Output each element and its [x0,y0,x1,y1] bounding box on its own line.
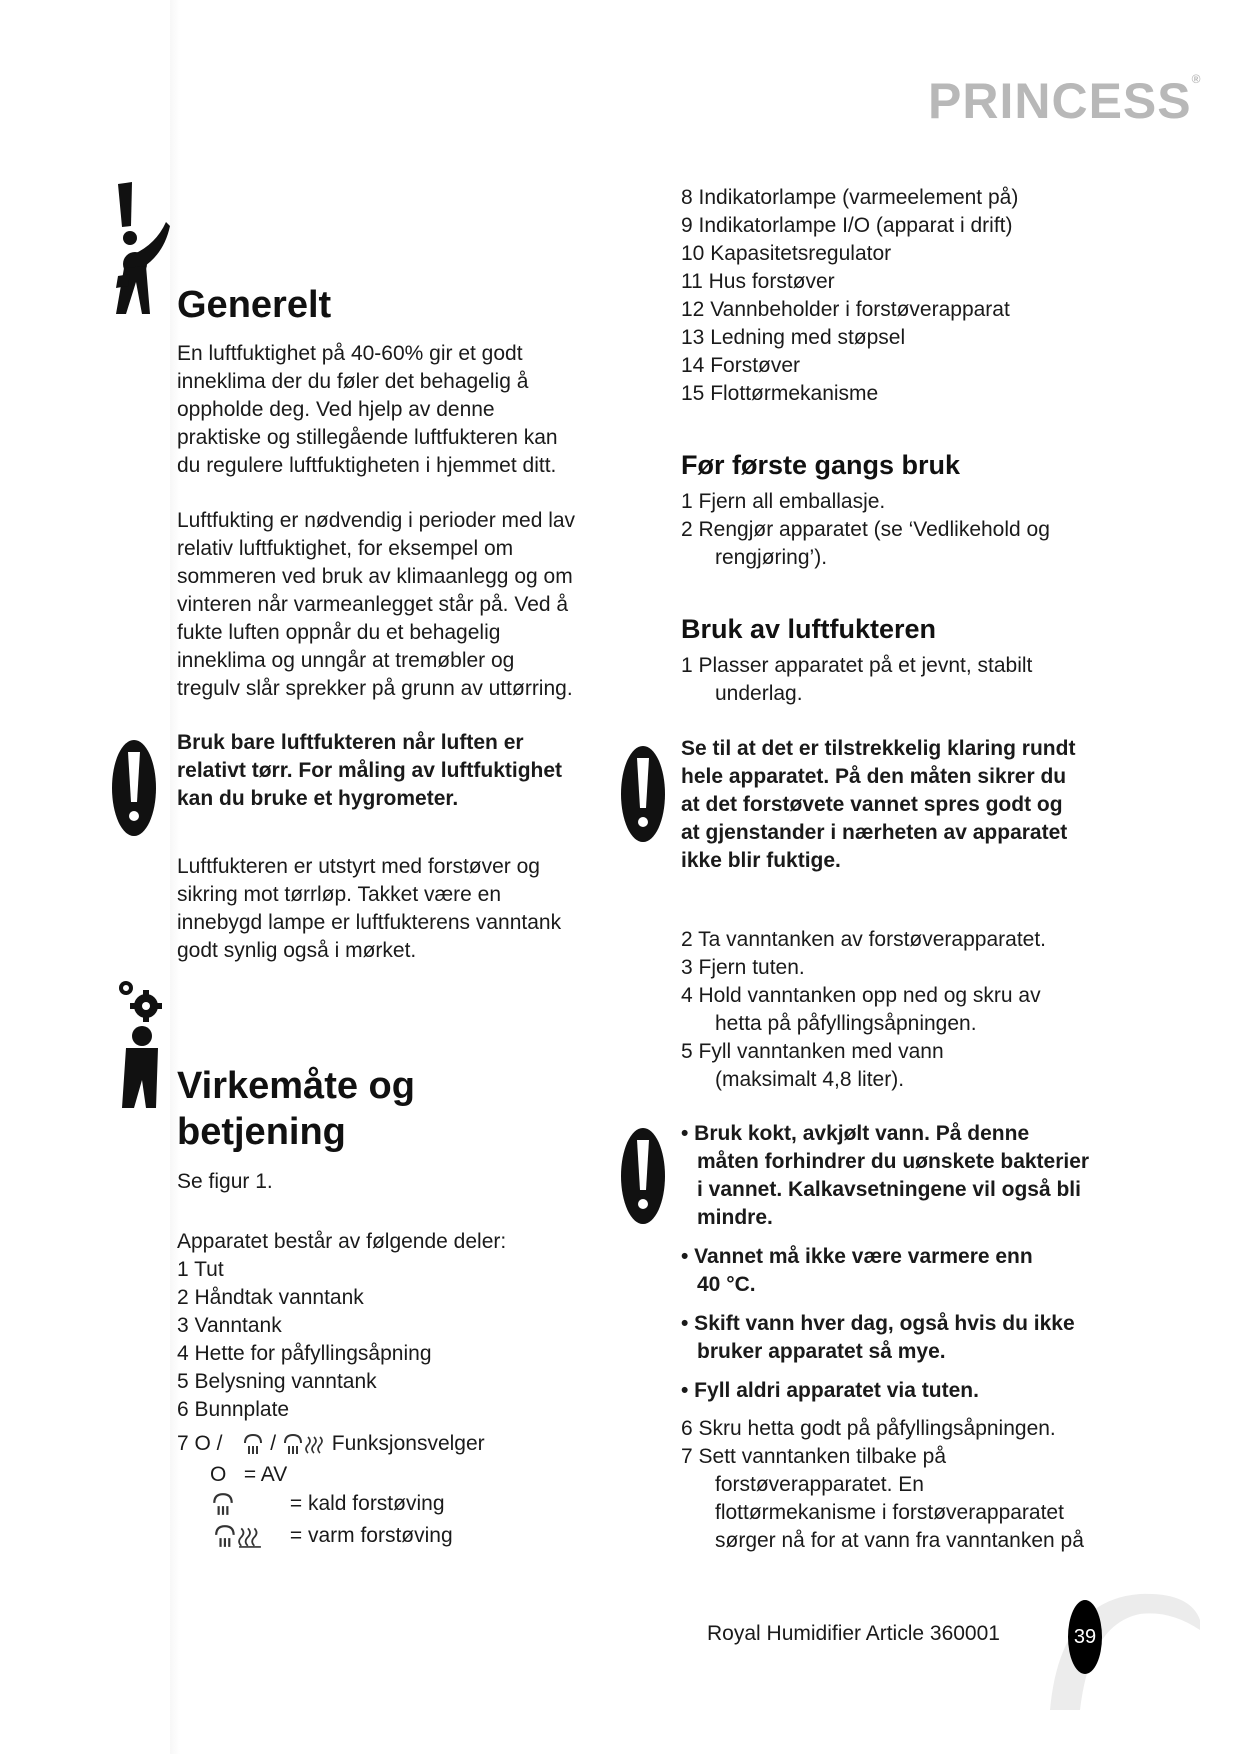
cold-mist-icon [210,1492,236,1516]
water-bullets: • Bruk kokt, avkjølt vann. På denne måten forhindrer du uønskete bakterier i vannet. Kalkavsetningene vil også bli mindre. • Vannet må ikke være varmere enn 40 °C. • Skift vann hver dag, også hvis du ikke bruker apparatet så mye. • Fyll aldri apparatet via tuten. [681,1122,1090,1402]
generelt-paragraph-3: Luftfukteren er utstyrt med forstøver og sikring mot tørrløp. Takket være en innebygd lampe er luftfukterens vanntank godt synlig også i mørket. [177,855,562,962]
see-figure-text: Se figur 1. [177,1170,273,1193]
warning-exclamation-icon [619,746,667,846]
heading-usage: Bruk av luftfukteren [681,614,937,644]
function-selector-row: 7 O / / Funksjonsvelger [177,1432,485,1455]
warning-exclamation-icon [110,740,158,840]
usage-step-1: 1 Plasser apparatet på et jevnt, stabilt underlag. [681,654,1033,705]
heading-virkemate: Virkemåte og betjening [177,1065,415,1153]
figure-exclamation-icon [112,182,174,316]
heading-generelt: Generelt [177,284,332,326]
generelt-paragraph-1: En luftfuktighet på 40-60% gir et godt inneklima der du føler det behagelig å oppholde deg. Ved hjelp av denne praktiske og stillegående luftfukteren kan du regulere luftfuktigheten i hjemmet ditt. [177,342,558,477]
first-use-steps: 1 Fjern all emballasje. 2 Rengjør apparatet (se ‘Vedlikehold og rengjøring’). [681,490,1050,569]
heading-first-use: Før første gangs bruk [681,450,961,480]
footer-swoosh-decoration [1040,1590,1200,1710]
warning-exclamation-icon [619,1128,667,1228]
generelt-paragraph-2: Luftfukting er nødvendig i perioder med lav relativ luftfuktighet, for eksempel om sommeren ved bruk av klimaanlegg og om vinteren når varmeanlegget står på. Ved å fukte luften oppnår du et behagelig inneklima og unngår at tremøbler og tregulv slår sprekker på grunn av uttørring. [177,509,576,700]
brand-logo: PRINCESS® [928,72,1202,129]
cold-mist-icon [242,1433,264,1455]
generelt-warning: Bruk bare luftfukteren når luften er relativt tørr. For måling av luftfuktighet kan du bruke et hygrometer. [177,731,563,810]
warm-mist-icon [210,1524,266,1548]
usage-steps-6-7: 6 Skru hetta godt på påfyllingsåpningen. 7 Sett vanntanken tilbake på forstøverapparatet. En flottørmekanisme i forstøverapparatet sørger nå for at vann fra vanntanken på [681,1417,1084,1552]
parts-list-right: 8 Indikatorlampe (varmeelement på) 9 Indikatorlampe I/O (apparat i drift) 10 Kapasitetsregulator 11 Hus forstøver 12 Vannbeholder i forstøverapparat 13 Ledning med støpsel 14 Forstøver 15 Flottørmekanisme [681,186,1019,405]
mode-cold-row: = kald forstøving [210,1490,445,1518]
footer-article: Royal Humidifier Article 360001 [707,1622,1000,1645]
figure-gear-icon [112,976,176,1110]
mode-warm-row: = varm forstøving [210,1522,453,1550]
warm-mist-icon [282,1433,326,1455]
mode-off-row: O = AV [210,1463,288,1486]
usage-steps-2-5: 2 Ta vanntanken av forstøverapparatet. 3 Fjern tuten. 4 Hold vanntanken opp ned og skru av hetta på påfyllingsåpningen. 5 Fyll vanntanken med vann (maksimalt 4,8 liter). [681,928,1046,1091]
usage-warning: Se til at det er tilstrekkelig klaring rundt hele apparatet. På den måten sikrer du at det forstøvete vannet spres godt og at gjenstander i nærheten av apparatet ikke blir fuktige. [681,737,1076,872]
page-number: 39 [1068,1600,1102,1674]
parts-list-left: Apparatet består av følgende deler: 1 Tut 2 Håndtak vanntank 3 Vanntank 4 Hette for påfyllingsåpning 5 Belysning vanntank 6 Bunnplate [177,1230,507,1421]
